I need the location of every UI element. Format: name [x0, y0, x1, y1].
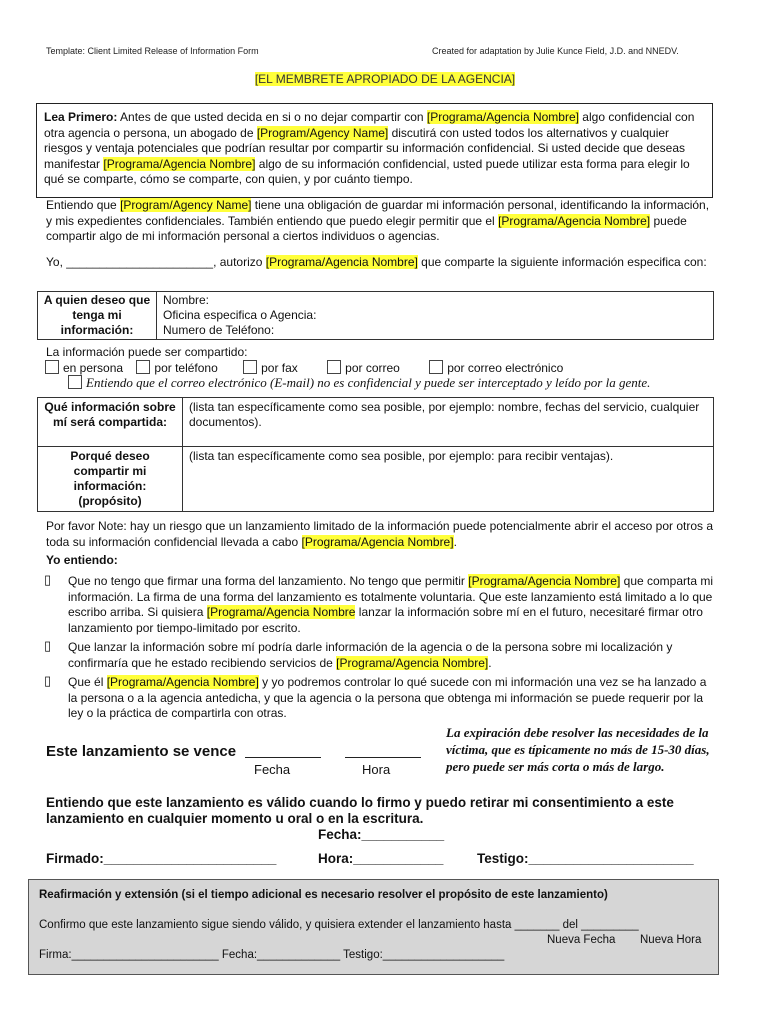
what-info-label: Qué información sobre mí será compartida: — [38, 398, 183, 447]
new-time-caption: Nueva Hora — [640, 934, 702, 946]
checkbox[interactable] — [243, 360, 257, 374]
bullet-text: Que él — [68, 675, 107, 689]
option-phone[interactable] — [136, 361, 217, 375]
extension-statement[interactable]: Confirmo que este lanzamiento sigue siendo válido, y quisiera extender el lanzamiento hasta _______ del _________ — [39, 919, 639, 931]
letterhead-text: [EL MEMBRETE APROPIADO DE LA AGENCIA] — [254, 72, 516, 86]
checkbox[interactable] — [68, 375, 82, 389]
authorize-paragraph — [46, 255, 716, 271]
option-label: en persona — [63, 361, 124, 375]
read-first-text: algo confidencial con otra agencia o persona, un abogado de — [44, 110, 695, 140]
bullet-text: que comparta mi información. La firma de una forma del lanzamiento es totalmente voluntaria. Que este lanzamiento está limitado a lo que escribo arriba. Si quisiera — [68, 574, 714, 619]
bullet-item-3 — [68, 675, 718, 722]
header-credit: Created for adaptation by Julie Kunce Field, J.D. and NNEDV. — [432, 46, 679, 56]
agency-placeholder: [Programa/Agencia Nombre] — [301, 534, 454, 549]
agency-placeholder: [Programa/Agencia Nombre] — [336, 655, 489, 670]
sign-time-field[interactable]: Hora:____________ — [318, 851, 444, 866]
bullet-text: lanzar la información sobre mí en el futuro, necesitaré firmar otro lanzamiento por tiempo-limitado por escrito. — [68, 605, 703, 635]
recipient-table — [37, 291, 714, 340]
expiry-time-caption: Hora — [362, 762, 391, 777]
expiry-time-line[interactable] — [345, 757, 421, 758]
recipient-office-field[interactable]: Oficina especifica o Agencia: — [163, 308, 317, 322]
agency-placeholder: [Programa/Agencia Nombre — [206, 605, 356, 619]
reaffirmation-signature-line[interactable]: Firma:_______________________ Fecha:_____________ Testigo:___________________ — [39, 949, 505, 961]
option-label: por correo — [345, 361, 400, 375]
option-email[interactable] — [429, 361, 563, 375]
checkbox[interactable] — [429, 360, 443, 374]
expiry-guidance: La expiración debe resolver las necesidades de la víctima, que es típicamente no más de 15-30 días, pero puede ser más corta o más de largo. — [446, 725, 710, 774]
option-mail[interactable] — [327, 361, 400, 375]
authorize-text: que comparte la siguiente información especifica con: — [417, 255, 707, 269]
read-first-text: discutirá con usted todos los alternativos y cualquier riesgos y ventaja potenciales que podrían resultar por compartir su información confidencial. Si usted decide que deseas manifestar — [44, 125, 686, 171]
sharing-intro: La información puede ser compartido: — [46, 345, 248, 359]
risk-note — [46, 519, 718, 550]
read-first-label: Lea Primero: — [44, 110, 118, 124]
bullet-item-2 — [68, 640, 718, 671]
new-date-caption: Nueva Fecha — [547, 934, 616, 946]
email-note-row — [68, 375, 758, 391]
info-table — [37, 397, 714, 512]
header-template-label: Template: Client Limited Release of Information Form — [46, 46, 259, 56]
bullet-text: . — [488, 655, 492, 670]
agency-placeholder: [Programa/Agencia Nombre] — [426, 110, 579, 124]
bullet-item-1 — [68, 574, 718, 636]
understand-paragraph — [46, 198, 716, 245]
option-in-person[interactable] — [45, 361, 123, 375]
checkbox[interactable] — [136, 360, 150, 374]
expiry-date-line[interactable] — [245, 757, 321, 758]
consent-statement: Entiendo que este lanzamiento es válido cuando lo firmo y puedo retirar mi consentimiento a este lanzamiento en cualquier momento u oral o en la escritura. — [46, 795, 674, 826]
checkbox[interactable] — [327, 360, 341, 374]
why-share-field[interactable]: (lista tan específicamente como sea posible, por ejemplo: para recibir ventajas). — [183, 447, 714, 512]
agency-placeholder: [Programa/Agencia Nombre] — [468, 574, 621, 588]
witness-field[interactable]: Testigo:______________________ — [477, 851, 694, 866]
what-info-field[interactable]: (lista tan específicamente como sea posible, por ejemplo: nombre, fechas del servicio, cualquier documentos). — [183, 398, 714, 447]
why-share-label: Porqué deseo compartir mi información: (propósito) — [38, 447, 183, 512]
expiry-label: Este lanzamiento se vence — [46, 743, 237, 760]
bullet-box-icon: ▯ — [44, 572, 52, 587]
recipient-phone-field[interactable]: Numero de Teléfono: — [163, 323, 275, 337]
bullet-text: y yo podremos controlar lo qué sucede con mi información una vez se ha lanzado a la persona o a la agencia antedicha, y que la agencia o la persona que obtenga mi información se puede requerir por la ley o la práctica de compartirla con otras. — [68, 675, 707, 720]
letterhead-placeholder — [0, 72, 770, 86]
agency-placeholder: [Programa/Agencia Nombre] — [103, 156, 256, 171]
note-text: . — [453, 534, 457, 549]
email-warning: Entiendo que el correo electrónico (E-mail) no es confidencial y puede ser interceptado y leído por la gente. — [86, 375, 651, 390]
recipient-fields[interactable] — [157, 292, 714, 340]
read-first-box — [36, 103, 713, 198]
authorize-text: Yo, ______________________, autorizo — [46, 255, 266, 269]
bullet-box-icon: ▯ — [44, 638, 52, 653]
option-label: por teléfono — [154, 361, 218, 375]
agency-placeholder: [Program/Agency Name] — [120, 198, 252, 212]
option-fax[interactable] — [243, 361, 298, 375]
option-label: por correo electrónico — [447, 361, 564, 375]
option-label: por fax — [261, 361, 298, 375]
read-first-text: algo de su información confidencial, usted puede utilizar esta forma para elegir lo qué se comparte, cómo se comparte, con quien, y por cuánto tiempo. — [44, 156, 690, 186]
reaffirmation-box — [28, 879, 719, 975]
agency-placeholder: [Program/Agency Name] — [256, 125, 389, 140]
recipient-name-field[interactable]: Nombre: — [163, 293, 210, 307]
sign-date-field[interactable]: Fecha:___________ — [318, 827, 445, 842]
agency-placeholder: [Programa/Agencia Nombre] — [106, 675, 259, 689]
understand-text: tiene una obligación de guardar mi información personal, identificando la información, y mis expedientes confidenciales. También entiendo que puedo elegir permitir que el — [46, 198, 710, 228]
bullet-text: Que lanzar la información sobre mí podría darle información de la agencia o de la persona sobre mi localización y confirmaría que he estado recibiendo servicios de — [68, 640, 673, 670]
bullet-text: Que no tengo que firmar una forma del lanzamiento. No tengo que permitir — [68, 574, 469, 588]
bullet-box-icon: ▯ — [44, 673, 52, 688]
recipient-label: A quien deseo que tenga mi información: — [38, 292, 157, 340]
reaffirmation-title: Reafirmación y extensión (si el tiempo adicional es necesario resolver el propósito de este lanzamiento) — [39, 889, 608, 901]
agency-placeholder: [Programa/Agencia Nombre] — [265, 255, 418, 269]
checkbox[interactable] — [45, 360, 59, 374]
signed-field[interactable]: Firmado:_______________________ — [46, 851, 277, 866]
yo-entiendo-heading: Yo entiendo: — [46, 553, 118, 567]
understand-text: Entiendo que — [46, 198, 121, 212]
note-text: Por favor Note: hay un riesgo que un lanzamiento limitado de la información puede potencialmente abrir el acceso por otros a toda su información confidencial llevada a cabo — [46, 519, 714, 549]
expiry-date-caption: Fecha — [254, 762, 291, 777]
understand-text: puede compartir algo de mi información personal a ciertos individuos o agencias. — [46, 213, 687, 243]
read-first-text: Antes de que usted decida en si o no dejar compartir con — [117, 110, 427, 124]
agency-placeholder: [Programa/Agencia Nombre] — [498, 213, 651, 228]
